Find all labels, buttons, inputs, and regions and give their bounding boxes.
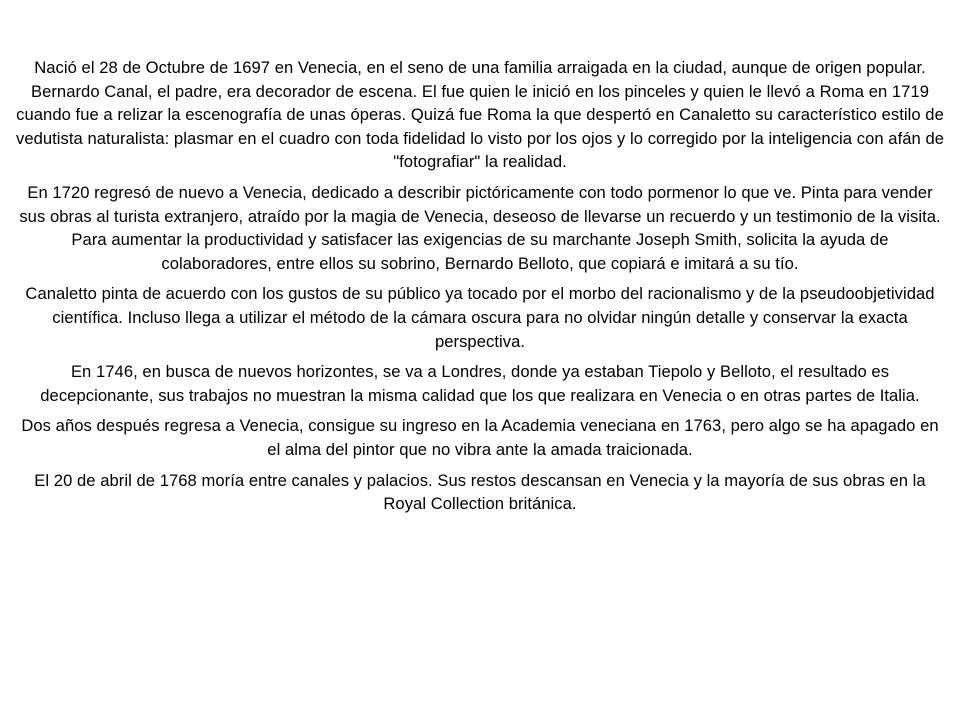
paragraph-london: En 1746, en busca de nuevos horizontes, se va a Londres, donde ya estaban Tiepolo y Belloto, el resultado es decepcionante, sus trabajos no muestran la misma calidad que los que realizara en Venecia o en otras partes de Italia. bbox=[40, 362, 920, 405]
paragraph-birth: Nació el 28 de Octubre de 1697 en Venecia, en el seno de una familia arraigada en la ciudad, aunque de origen popular. Bernardo Canal, el padre, era decorador de escena. El fue quien le inició en los pinceles y quien le llevó a Roma en 1719 cuando fue a relizar la escenografía de unas óperas. Quizá fue Roma la que despertó en Canaletto su característico estilo de vedutista naturalista: plasmar en el cuadro con toda fidelidad lo visto por los ojos y lo corregido por la inteligencia con afán de "fotografiar" la realidad. bbox=[15, 58, 945, 172]
paragraph-return-venice: En 1720 regresó de nuevo a Venecia, dedicado a describir pictóricamente con todo pormenor lo que ve. Pinta para vender sus obras al turista extranjero, atraído por la magia de Venecia, deseoso de llevarse un recuerdo y un testimonio de la visita. Para aumentar la productividad y satisfacer las exigencias de su marchante Joseph Smith, solicita la ayuda de colaboradores, entre ellos su sobrino, Bernardo Belloto, que copiará e imitará a su tío. bbox=[19, 182, 941, 273]
slide-text-body bbox=[14, 56, 946, 523]
paragraph-death: El 20 de abril de 1768 moría entre canales y palacios. Sus restos descansan en Venecia y la mayoría de sus obras en la Royal Collection británica. bbox=[34, 470, 926, 514]
paragraph-academy: Dos años después regresa a Venecia, consigue su ingreso en la Academia veneciana en 1763, pero algo se ha apagado en el alma del pintor que no vibra ante la amada traicionada. bbox=[21, 416, 939, 459]
paragraph-camera-obscura: Canaletto pinta de acuerdo con los gustos de su público ya tocado por el morbo del racionalismo y de la pseudoobjetividad científica. Incluso llega a utilizar el método de la cámara oscura para no olvidar ningún detalle y conservar la exacta perspectiva. bbox=[25, 284, 935, 351]
